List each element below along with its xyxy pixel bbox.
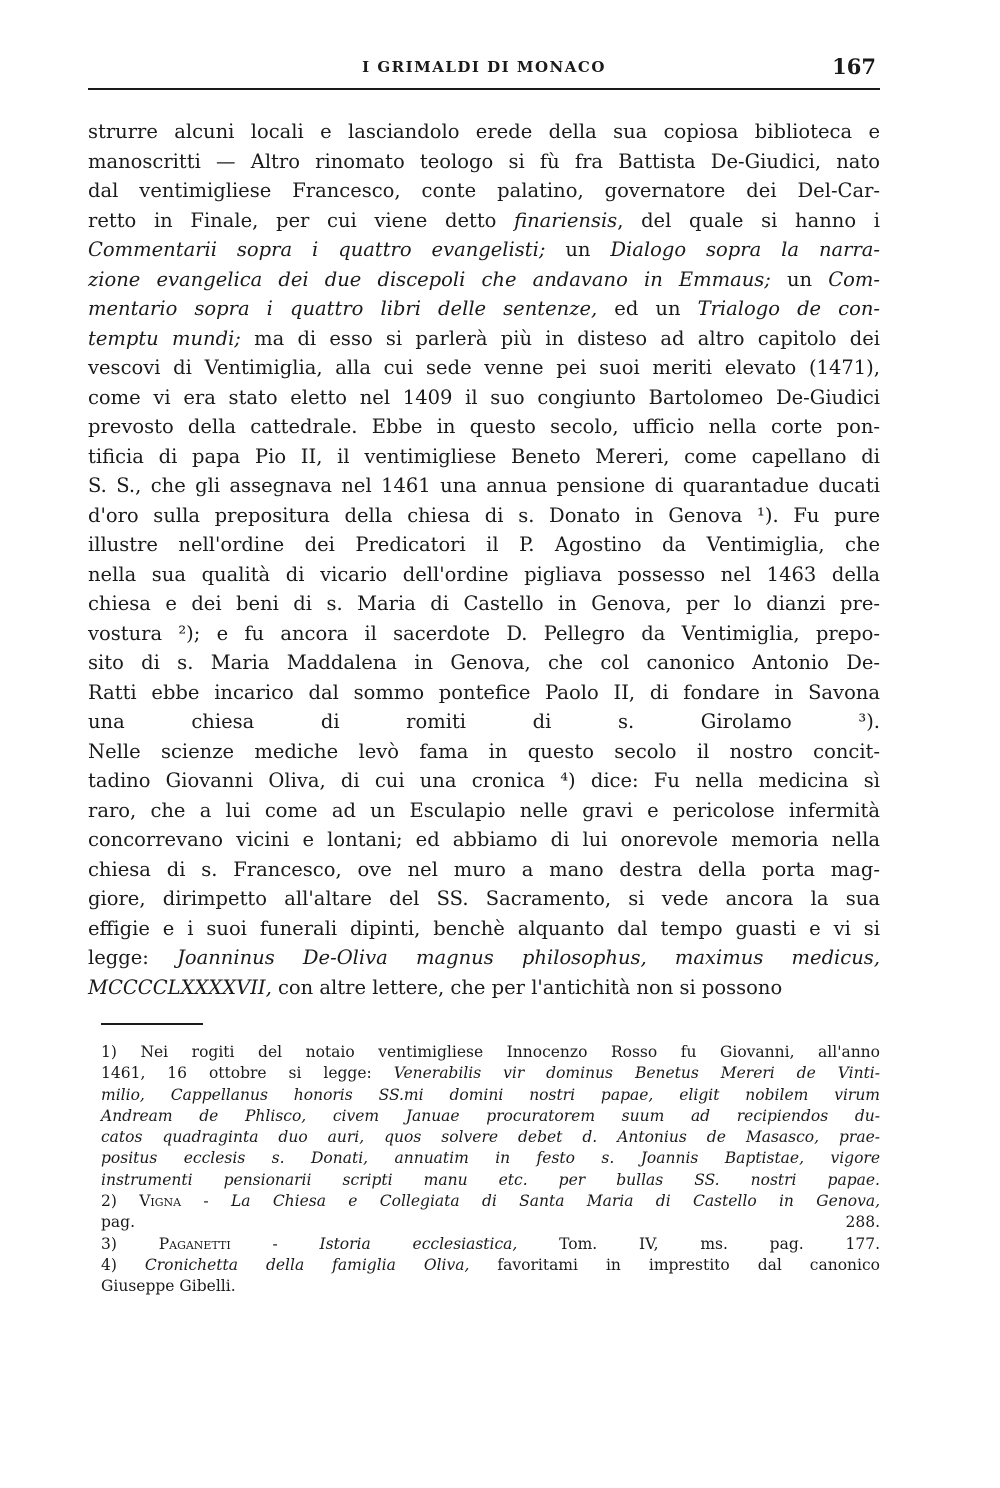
text-run: S. S., che gli assegnava nel 1461 una annua pensione di quarantadue ducati xyxy=(88,474,880,497)
italic-text: finariensis xyxy=(514,208,618,232)
text-line xyxy=(88,766,880,796)
text-run: 3) xyxy=(101,1234,159,1253)
text-line xyxy=(88,943,880,973)
text-line xyxy=(88,471,880,501)
text-line xyxy=(88,825,880,855)
author-name: Paganetti xyxy=(158,1234,231,1253)
page-number: 167 xyxy=(832,54,876,79)
italic-text: Commentarii sopra i quattro evangelisti; xyxy=(88,238,546,261)
text-line xyxy=(88,206,880,236)
italic-text: mentario sopra i quattro libri delle sentenze, xyxy=(88,297,598,320)
text-line xyxy=(88,117,880,147)
text-line xyxy=(88,619,880,649)
text-run: un xyxy=(545,238,611,261)
text-run: tificia di papa Pio II, il ventimigliese Beneto Mereri, come capellano di xyxy=(88,444,880,468)
footnote-line xyxy=(101,1063,880,1084)
text-line xyxy=(88,707,880,737)
text-run: illustre nell'ordine dei Predicatori il P. Agostino da Ventimiglia, che xyxy=(88,533,880,556)
text-run: strurre alcuni locali e lasciandolo erede della sua copiosa biblioteca e xyxy=(88,120,880,143)
text-line xyxy=(88,530,880,560)
italic-text: Andream de Phlisco, civem Januae procuratorem suum ad recipiendos du- xyxy=(101,1106,880,1125)
text-run: chiesa e dei beni di s. Maria di Castello in Genova, per lo dianzi pre- xyxy=(88,592,880,615)
italic-text: Trialogo de con- xyxy=(697,297,880,320)
italic-text: Com- xyxy=(828,267,880,291)
text-run: prevosto della cattedrale. Ebbe in questo secolo, ufficio nella corte pon- xyxy=(88,415,880,438)
text-run: 1461, 16 ottobre si legge: xyxy=(101,1064,394,1083)
text-run: 4) xyxy=(101,1255,145,1274)
text-run: giore, dirimpetto all'altare del SS. Sacramento, si vede ancora la sua xyxy=(88,887,880,910)
text-line xyxy=(88,265,880,295)
text-line xyxy=(88,383,880,413)
text-run: un xyxy=(770,267,829,291)
text-line xyxy=(88,678,880,708)
main-text xyxy=(88,117,880,1002)
italic-text: Dialogo sopra la narra- xyxy=(610,238,880,261)
italic-text: Cronichetta della famiglia Oliva, xyxy=(144,1255,470,1274)
italic-text: Istoria ecclesiastica, xyxy=(319,1234,518,1253)
text-line xyxy=(88,324,880,354)
italic-text: MCCCCLXXXXVII, xyxy=(88,975,272,999)
italic-text: La Chiesa e Collegiata di Santa Maria di Castello in Genova, xyxy=(230,1192,880,1211)
text-line xyxy=(88,147,880,177)
text-run: - xyxy=(181,1192,231,1211)
italic-text: milio, Cappellanus honoris SS.mi domini nostri papae, eligit nobilem virum xyxy=(101,1085,880,1104)
footnote-line xyxy=(101,1148,880,1169)
text-line xyxy=(88,176,880,206)
text-line xyxy=(88,737,880,767)
text-run: vescovi di Ventimiglia, alla cui sede venne pei suoi meriti elevato (1471), xyxy=(88,356,880,379)
running-head xyxy=(88,54,880,94)
text-line xyxy=(88,235,880,265)
text-line xyxy=(88,501,880,531)
text-line xyxy=(88,412,880,442)
italic-text: positus ecclesis s. Donati, annuatim in festo s. Joannis Baptistae, vigore xyxy=(101,1149,880,1168)
text-run: 1) Nei rogiti del notaio ventimigliese Innocenzo Rosso fu Giovanni, all'anno xyxy=(101,1043,880,1061)
footnote-separator xyxy=(101,1023,203,1025)
footnotes xyxy=(101,1042,880,1298)
footnote-line xyxy=(101,1042,880,1063)
text-run: come vi era stato eletto nel 1409 il suo congiunto Bartolomeo De-Giudici xyxy=(88,385,880,409)
footnote-line xyxy=(101,1255,880,1276)
text-run: , del quale si hanno i xyxy=(617,208,880,232)
text-run: d'oro sulla prepositura della chiesa di s. Donato in Genova ¹). Fu pure xyxy=(88,503,880,527)
text-run: ed un xyxy=(597,297,698,320)
text-run: con altre lettere, che per l'antichità non si possono xyxy=(271,975,783,999)
text-run: Giuseppe Gibelli. xyxy=(101,1277,236,1296)
text-run: vostura ²); e fu ancora il sacerdote D. Pellegro da Ventimiglia, prepo- xyxy=(88,621,880,645)
footnote-line xyxy=(101,1170,880,1191)
footnote-line xyxy=(101,1085,880,1106)
text-run: ma di esso si parlerà più in disteso ad altro capitolo dei xyxy=(240,326,880,350)
header-rule xyxy=(88,88,880,90)
text-run: Tom. IV, ms. pag. 177. xyxy=(517,1234,880,1253)
author-name: Vigna xyxy=(139,1192,182,1211)
text-run: retto in Finale, per cui viene detto xyxy=(88,208,515,232)
italic-text: catos quadraginta duo auri, quos solvere debet d. Antonius de Masasco, prae- xyxy=(101,1128,880,1147)
text-run: - xyxy=(230,1234,320,1253)
text-run: una chiesa di romiti di s. Girolamo ³). xyxy=(88,710,880,733)
text-run: manoscritti — Altro rinomato teologo si fù fra Battista De-Giudici, nato xyxy=(88,149,880,173)
text-run: Nelle scienze mediche levò fama in questo secolo il nostro concit- xyxy=(88,739,880,763)
footnote-line xyxy=(101,1106,880,1127)
text-line xyxy=(88,973,880,1003)
italic-text: Joanninus De-Oliva magnus philosophus, maximus medicus, xyxy=(177,946,880,969)
text-run: sito di s. Maria Maddalena in Genova, che col canonico Antonio De- xyxy=(88,651,880,674)
footnote-line xyxy=(101,1276,880,1297)
text-run: raro, che a lui come ad un Esculapio nelle gravi e pericolose infermità xyxy=(88,798,880,822)
text-line xyxy=(88,855,880,885)
text-run: legge: xyxy=(88,946,178,969)
text-line xyxy=(88,353,880,383)
italic-text: temptu mundi; xyxy=(88,326,241,350)
text-run: nella sua qualità di vicario dell'ordine pigliava possesso nel 1463 della xyxy=(88,562,880,586)
text-run: chiesa di s. Francesco, ove nel muro a mano destra della porta mag- xyxy=(88,857,880,881)
text-line xyxy=(88,442,880,472)
text-run: Ratti ebbe incarico dal sommo pontefice Paolo II, di fondare in Savona xyxy=(88,680,880,704)
text-line xyxy=(88,560,880,590)
text-line xyxy=(88,294,880,324)
text-run: tadino Giovanni Oliva, di cui una cronica ⁴) dice: Fu nella medicina sì xyxy=(88,769,880,792)
text-run: 2) xyxy=(101,1192,140,1211)
italic-text: Venerabilis vir dominus Benetus Mereri de Vinti- xyxy=(393,1064,880,1083)
text-line xyxy=(88,914,880,944)
text-line xyxy=(88,884,880,914)
running-title: I GRIMALDI DI MONACO xyxy=(362,58,606,76)
text-run: concorrevano vicini e lontani; ed abbiamo di lui onorevole memoria nella xyxy=(88,828,880,851)
italic-text: instrumenti pensionarii scripti manu etc. per bullas SS. nostri papae. xyxy=(101,1170,880,1189)
footnote-line xyxy=(101,1234,880,1255)
footnote-line xyxy=(101,1127,880,1148)
footnote-line xyxy=(101,1212,880,1233)
italic-text: zione evangelica dei due discepoli che andavano in Emmaus; xyxy=(88,267,771,291)
text-line xyxy=(88,796,880,826)
text-run: pag. 288. xyxy=(101,1213,880,1232)
text-line xyxy=(88,589,880,619)
text-line xyxy=(88,648,880,678)
text-run: favoritami in imprestito dal canonico xyxy=(469,1255,880,1274)
text-run: dal ventimigliese Francesco, conte palatino, governatore dei Del-Car- xyxy=(88,179,880,202)
footnote-line xyxy=(101,1191,880,1212)
text-run: effigie e i suoi funerali dipinti, benchè alquanto dal tempo guasti e vi si xyxy=(88,916,880,940)
